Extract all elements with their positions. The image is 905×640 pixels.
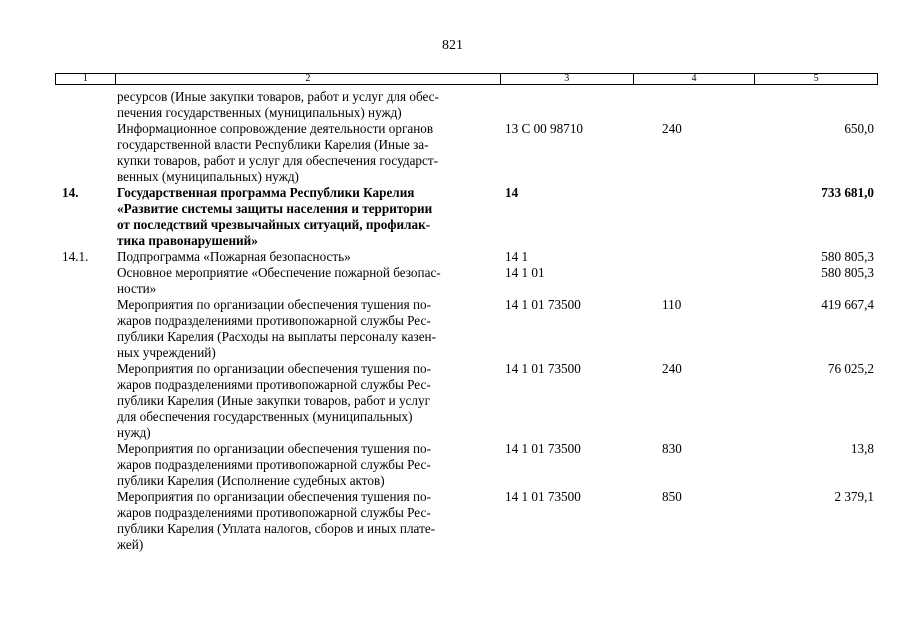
row-name-line: венных (муниципальных) нужд) (117, 169, 299, 184)
row-name-line: Подпрограмма «Пожарная безопасность» (117, 249, 351, 264)
row-number (55, 361, 115, 441)
row-expense-type: 850 (662, 489, 682, 504)
row-number (55, 297, 115, 361)
page-number: 821 (442, 38, 463, 53)
row-name (115, 249, 501, 265)
row-sum: 419 667,4 (821, 297, 874, 312)
row-name-line: Мероприятия по организации обеспечения тушения по- (117, 361, 432, 376)
row-number: 14.1. (62, 249, 89, 264)
row-name-line: жаров подразделениями противопожарной службы Рес- (117, 377, 431, 392)
row-name (115, 121, 501, 185)
row-name-line: «Развитие системы защиты населения и территории (117, 201, 433, 216)
row-name (115, 89, 501, 121)
table-body (55, 89, 878, 553)
row-name-line: купки товаров, работ и услуг для обеспечения государст- (117, 153, 439, 168)
row-name-line: жаров подразделениями противопожарной службы Рес- (117, 505, 431, 520)
table-row (55, 361, 878, 441)
row-name-line: печения государственных (муниципальных) нужд) (117, 105, 402, 120)
row-name-line: ных учреждений) (117, 345, 216, 360)
row-number (55, 265, 115, 297)
row-expense-type (634, 249, 756, 265)
row-expense-type (634, 185, 756, 249)
row-number (55, 121, 115, 185)
row-name-line: Мероприятия по организации обеспечения тушения по- (117, 441, 432, 456)
row-name-line: жаров подразделениями противопожарной службы Рес- (117, 313, 431, 328)
row-code: 14 1 (505, 249, 529, 264)
row-number (55, 441, 115, 489)
row-name (115, 361, 501, 441)
row-expense-type: 110 (662, 297, 682, 312)
row-sum: 733 681,0 (821, 185, 874, 200)
row-name-line: публики Карелия (Расходы на выплаты персоналу казен- (117, 329, 436, 344)
row-name (115, 297, 501, 361)
header-col-4: 4 (634, 74, 756, 84)
table-row (55, 249, 878, 265)
row-name-line: Государственная программа Республики Карелия (117, 185, 415, 200)
row-name-line: Мероприятия по организации обеспечения тушения по- (117, 297, 432, 312)
row-code: 14 1 01 (505, 265, 545, 280)
table-row (55, 297, 878, 361)
row-sum: 13,8 (850, 441, 874, 456)
row-code: 14 1 01 73500 (505, 441, 581, 456)
row-number (55, 489, 115, 553)
row-code (501, 89, 634, 121)
row-code: 14 (505, 185, 519, 200)
row-sum: 2 379,1 (834, 489, 874, 504)
row-sum: 76 025,2 (827, 361, 874, 376)
row-name (115, 489, 501, 553)
header-col-5: 5 (813, 73, 819, 84)
row-name-line: жей) (117, 537, 144, 552)
row-name-line: тика правонарушений» (117, 233, 258, 248)
row-code: 14 1 01 73500 (505, 361, 581, 376)
table-row (55, 265, 878, 297)
row-code: 14 1 01 73500 (505, 489, 581, 504)
row-expense-type (634, 89, 756, 121)
row-name-line: государственной власти Республики Карелия (Иные за- (117, 137, 429, 152)
row-name-line: публики Карелия (Уплата налогов, сборов и иных плате- (117, 521, 436, 536)
row-expense-type: 240 (662, 121, 682, 136)
table-row (55, 121, 878, 185)
row-code: 13 С 00 98710 (505, 121, 584, 136)
row-name-line: от последствий чрезвычайных ситуаций, профилак- (117, 217, 431, 232)
row-expense-type: 240 (662, 361, 682, 376)
row-name-line: Основное мероприятие «Обеспечение пожарной безопас- (117, 265, 441, 280)
row-sum: 650,0 (844, 121, 874, 136)
header-col-1: 1 (56, 74, 116, 84)
row-name-line: ресурсов (Иные закупки товаров, работ и услуг для обес- (117, 89, 439, 104)
row-sum: 580 805,3 (821, 265, 874, 280)
row-name (115, 185, 501, 249)
row-name-line: ности» (117, 281, 157, 296)
row-name-line: нужд) (117, 425, 151, 440)
table-header (55, 73, 878, 85)
table-row (55, 441, 878, 489)
header-col-2: 2 (116, 74, 501, 84)
row-name (115, 265, 501, 297)
row-name-line: жаров подразделениями противопожарной службы Рес- (117, 457, 431, 472)
row-name-line: публики Карелия (Исполнение судебных актов) (117, 473, 385, 488)
table-row (55, 489, 878, 553)
row-sum: 580 805,3 (821, 249, 874, 264)
header-col-3: 3 (501, 74, 634, 84)
row-number (55, 89, 115, 121)
row-name-line: публики Карелия (Иные закупки товаров, работ и услуг (117, 393, 430, 408)
row-name-line: Информационное сопровождение деятельности органов (117, 121, 434, 136)
row-name (115, 441, 501, 489)
row-expense-type (634, 265, 756, 297)
table-row (55, 89, 878, 121)
row-name-line: для обеспечения государственных (муниципальных) (117, 409, 413, 424)
row-sum (756, 89, 878, 121)
row-expense-type: 830 (662, 441, 682, 456)
row-code: 14 1 01 73500 (505, 297, 581, 312)
row-number: 14. (62, 185, 79, 200)
row-name-line: Мероприятия по организации обеспечения тушения по- (117, 489, 432, 504)
table-row (55, 185, 878, 249)
